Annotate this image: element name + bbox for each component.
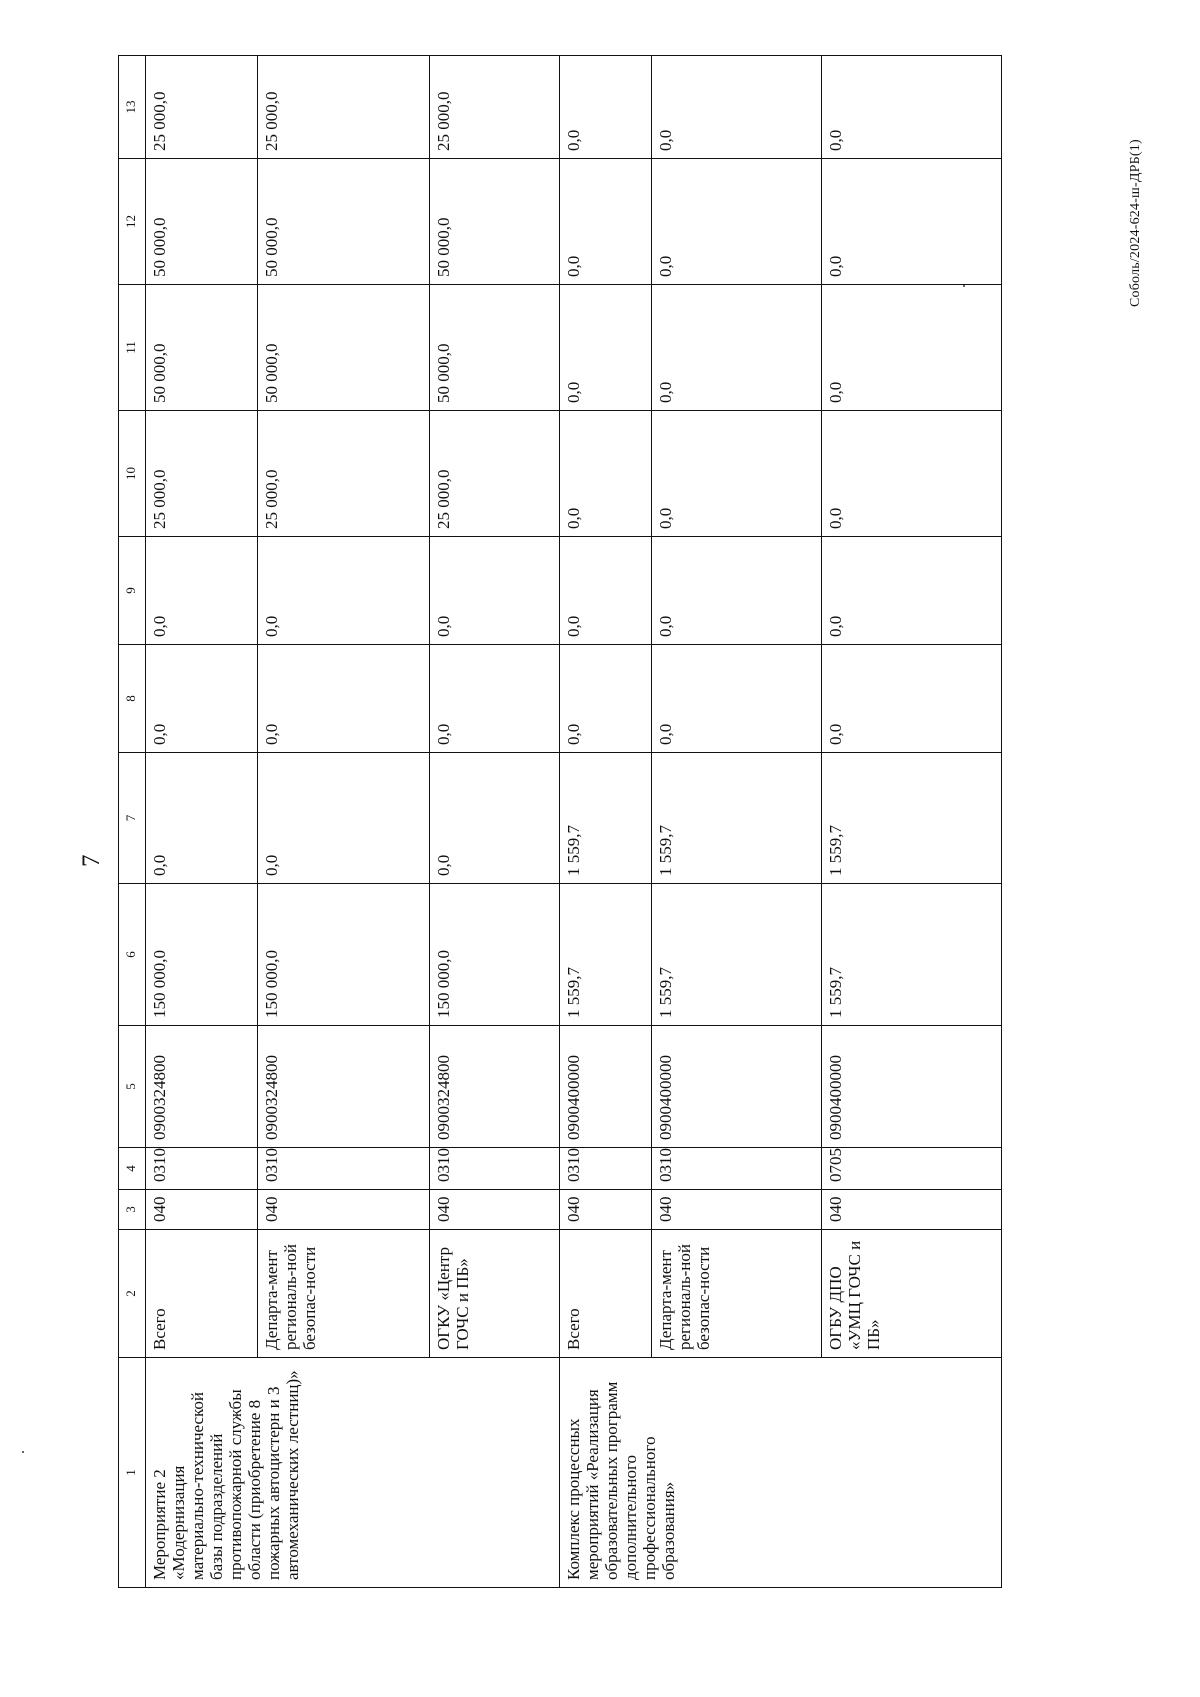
column-header: 7 [119,753,146,884]
value-cell: 0,0 [652,159,822,285]
value-cell: 1 559,7 [560,753,652,884]
value-cell: 50 000,0 [430,159,560,285]
column-header: 10 [119,411,146,537]
code-cell: 0900324800 [258,1026,430,1148]
code-cell: 0900324800 [430,1026,560,1148]
value-cell: 0,0 [652,411,822,537]
value-cell: 0,0 [560,411,652,537]
code-cell: 0310 [430,1148,560,1190]
code-cell: 040 [146,1190,258,1230]
value-cell: 1 559,7 [652,884,822,1026]
code-cell: 0310 [652,1148,822,1190]
value-cell: 150 000,0 [146,884,258,1026]
code-cell: 0310 [146,1148,258,1190]
code-cell: 0900400000 [652,1026,822,1148]
value-cell: 0,0 [430,537,560,645]
code-cell: 0310 [560,1148,652,1190]
value-cell: 50 000,0 [146,159,258,285]
value-cell: 0,0 [652,645,822,753]
executor-cell: Всего [560,1230,652,1358]
column-header: 11 [119,285,146,411]
value-cell: 0,0 [822,285,1002,411]
value-cell: 0,0 [560,285,652,411]
executor-cell: Департа-мент региональ-ной безопас-ности [258,1230,430,1358]
value-cell: 0,0 [822,411,1002,537]
column-header: 2 [119,1230,146,1358]
column-header: 1 [119,1358,146,1588]
code-cell: 040 [822,1190,1002,1230]
scan-speck [22,1451,24,1453]
value-cell: 25 000,0 [430,56,560,159]
value-cell: 0,0 [652,537,822,645]
executor-cell: Департа-мент региональ-ной безопас-ности [652,1230,822,1358]
value-cell: 0,0 [822,645,1002,753]
value-cell: 1 559,7 [560,884,652,1026]
column-header: 12 [119,159,146,285]
value-cell: 50 000,0 [146,285,258,411]
executor-cell: Всего [146,1230,258,1358]
code-cell: 040 [430,1190,560,1230]
value-cell: 25 000,0 [258,411,430,537]
column-header: 5 [119,1026,146,1148]
code-cell: 0310 [258,1148,430,1190]
value-cell: 25 000,0 [430,411,560,537]
value-cell: 1 559,7 [822,753,1002,884]
value-cell: 0,0 [146,537,258,645]
code-cell: 040 [258,1190,430,1230]
column-header: 3 [119,1190,146,1230]
code-cell: 0705 [822,1148,1002,1190]
value-cell: 25 000,0 [146,411,258,537]
table-row [560,56,652,1588]
value-cell: 50 000,0 [258,159,430,285]
value-cell: 50 000,0 [258,285,430,411]
table-row [146,56,258,1588]
value-cell: 0,0 [258,537,430,645]
value-cell: 0,0 [822,537,1002,645]
value-cell: 25 000,0 [146,56,258,159]
value-cell: 0,0 [560,159,652,285]
budget-table [118,55,1002,1588]
code-cell: 040 [560,1190,652,1230]
code-cell: 0900400000 [560,1026,652,1148]
value-cell: 150 000,0 [430,884,560,1026]
value-cell: 150 000,0 [258,884,430,1026]
executor-cell: ОГКУ «Центр ГОЧС и ПБ» [430,1230,560,1358]
value-cell: 0,0 [822,159,1002,285]
measure-name-cell: Комплекс процессных мероприятий «Реализация образовательных программ дополнительного профессионального образования» [560,1358,1002,1588]
measure-name-cell: Мероприятие 2 «Модернизация материально-технической базы подразделений противопожарной службы области (приобретение 8 пожарных автоцистерн и 3 автомеханических лестниц)» [146,1358,560,1588]
value-cell: 0,0 [430,753,560,884]
value-cell: 0,0 [560,537,652,645]
value-cell: 1 559,7 [822,884,1002,1026]
page-number: 7 [78,854,105,867]
value-cell: 0,0 [146,645,258,753]
value-cell: 25 000,0 [258,56,430,159]
value-cell: 0,0 [146,753,258,884]
value-cell: 0,0 [430,645,560,753]
value-cell: 0,0 [560,56,652,159]
value-cell: 0,0 [822,56,1002,159]
code-cell: 0900400000 [822,1026,1002,1148]
column-header: 4 [119,1148,146,1190]
executor-cell: ОГБУ ДПО «УМЦ ГОЧС и ПБ» [822,1230,1002,1358]
code-cell: 040 [652,1190,822,1230]
column-header: 6 [119,884,146,1026]
column-header: 8 [119,645,146,753]
column-header: 13 [119,56,146,159]
column-number-row [119,56,146,1588]
code-cell: 0900324800 [146,1026,258,1148]
scan-speck [963,285,965,287]
value-cell: 0,0 [258,753,430,884]
value-cell: 50 000,0 [430,285,560,411]
value-cell: 0,0 [652,56,822,159]
value-cell: 1 559,7 [652,753,822,884]
document-footer-code: Соболь/2024-624-ш-ДРБ(1) [1128,139,1143,307]
value-cell: 0,0 [652,285,822,411]
value-cell: 0,0 [258,645,430,753]
column-header: 9 [119,537,146,645]
value-cell: 0,0 [560,645,652,753]
